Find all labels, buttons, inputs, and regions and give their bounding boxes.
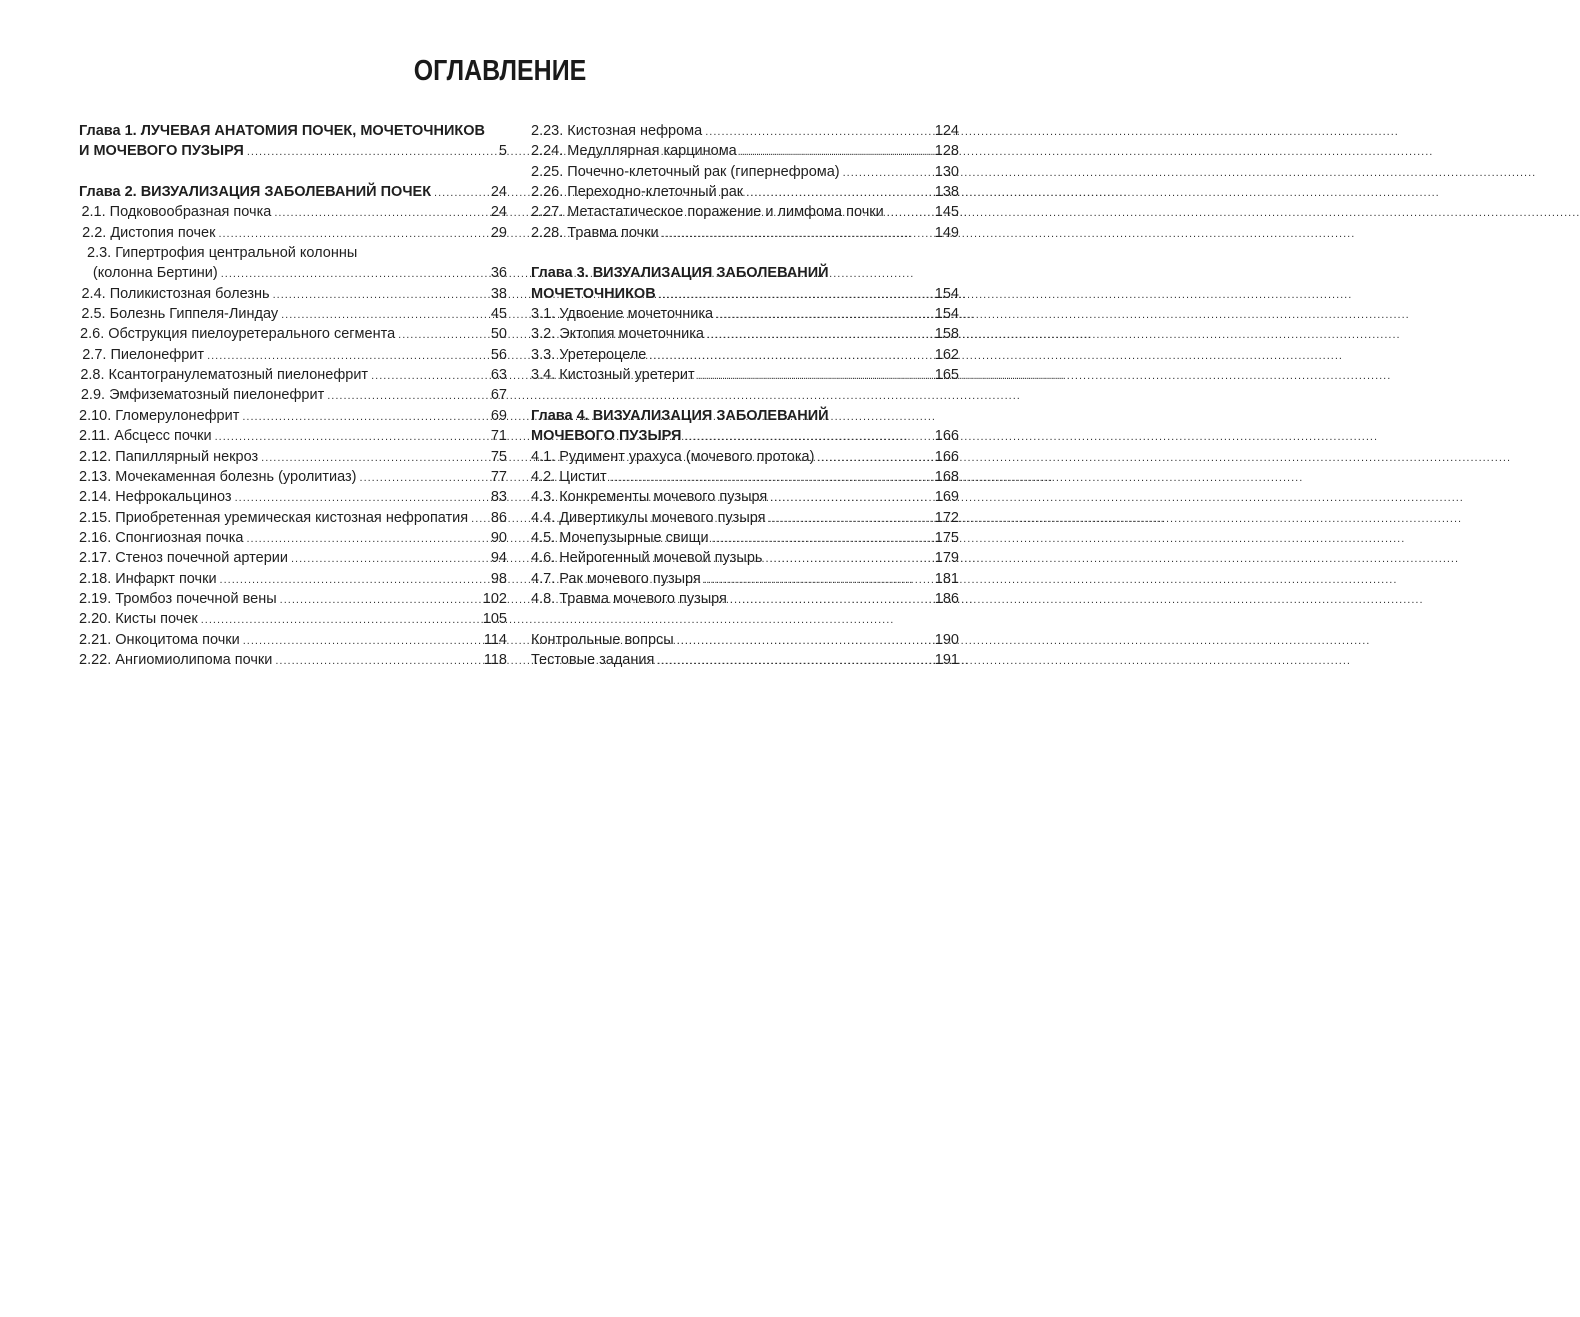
toc-entry-label: (колонна Бертини) bbox=[92, 265, 218, 282]
toc-entry-2-22[interactable] bbox=[79, 650, 507, 670]
toc-entry-2-8[interactable] bbox=[79, 365, 507, 385]
toc-entry-label: 2.13. Мочекаменная болезнь (уролитиаз) bbox=[79, 468, 357, 485]
dot-leader bbox=[261, 447, 488, 468]
dot-leader bbox=[659, 284, 932, 305]
toc-entry-2-14[interactable] bbox=[79, 487, 507, 507]
page-title: ОГЛАВЛЕНИЕ bbox=[413, 55, 587, 87]
dot-leader bbox=[769, 508, 932, 529]
dot-leader bbox=[704, 569, 932, 590]
dot-leader bbox=[398, 324, 488, 345]
toc-page-number: 190 bbox=[934, 631, 959, 648]
toc-entry-2-16[interactable] bbox=[79, 528, 507, 548]
toc-entry-label: 3.4. Кистозный уретерит bbox=[531, 367, 695, 384]
toc-entry-label: 2.21. Онкоцитома почки bbox=[79, 631, 240, 648]
toc-page-number: 36 bbox=[490, 265, 507, 282]
toc-page-number: 181 bbox=[934, 570, 959, 587]
toc-entry-4-7[interactable] bbox=[531, 569, 959, 589]
toc-entry-control-questions[interactable] bbox=[531, 630, 959, 650]
dot-leader bbox=[434, 182, 488, 203]
toc-entry-label: 2.18. Инфаркт почки bbox=[79, 570, 217, 587]
toc-page-number: 128 bbox=[934, 143, 959, 160]
dot-leader bbox=[740, 141, 932, 162]
toc-entry-label: 2.19. Тромбоз почечной вены bbox=[79, 590, 277, 607]
dot-leader bbox=[677, 630, 932, 651]
toc-entry-label: 4.7. Рак мочевого пузыря bbox=[531, 570, 701, 587]
toc-entry-2-12[interactable] bbox=[79, 447, 507, 467]
toc-entry-label: 3.3. Уретероцеле bbox=[531, 346, 647, 363]
dot-leader bbox=[649, 345, 931, 366]
toc-entry-label: Тестовые задания bbox=[531, 651, 655, 668]
toc-page-number: 38 bbox=[490, 285, 507, 302]
toc-chapter-4[interactable] bbox=[531, 426, 959, 446]
dot-leader bbox=[698, 365, 932, 386]
toc-entry-label: 2.12. Папиллярный некроз bbox=[79, 448, 259, 465]
toc-entry-2-26[interactable] bbox=[531, 182, 959, 202]
toc-page-number: 83 bbox=[490, 489, 507, 506]
toc-page-number: 24 bbox=[490, 204, 507, 221]
toc-chapter-2[interactable] bbox=[79, 182, 507, 202]
toc-page-number: 63 bbox=[490, 367, 507, 384]
toc-chapter-1-line1[interactable] bbox=[79, 121, 507, 141]
toc-entry-4-2[interactable] bbox=[531, 467, 959, 487]
dot-leader bbox=[360, 467, 488, 488]
toc-page-number: 90 bbox=[490, 529, 507, 546]
toc-entry-label: 2.7. Пиелонефрит bbox=[82, 346, 205, 363]
toc-page-number: 29 bbox=[490, 224, 507, 241]
toc-page-number: 118 bbox=[483, 651, 507, 668]
toc-entry-label: 2.11. Абсцесс почки bbox=[79, 428, 212, 445]
toc-entry-label: 2.8. Ксантогранулематозный пиелонефрит bbox=[80, 367, 369, 384]
toc-entry-label: 2.28. Травма почки bbox=[531, 224, 659, 241]
dot-leader bbox=[371, 365, 488, 386]
toc-entry-label: 2.6. Обструкция пиелоуретерального сегмента bbox=[80, 326, 396, 343]
toc-entry-label: 2.16. Спонгиозная почка bbox=[79, 529, 244, 546]
toc-page-number: 5 bbox=[498, 143, 507, 160]
toc-entry-2-23[interactable] bbox=[531, 121, 959, 141]
dot-leader bbox=[273, 284, 488, 305]
toc-entry-2-24[interactable] bbox=[531, 141, 959, 161]
toc-right-column bbox=[531, 121, 959, 670]
dot-leader bbox=[243, 630, 481, 651]
toc-entry-3-3[interactable] bbox=[531, 345, 959, 365]
toc-page-number: 102 bbox=[482, 590, 507, 607]
dot-leader bbox=[246, 528, 487, 549]
toc-page-number: 172 bbox=[934, 509, 959, 526]
toc-page-number: 175 bbox=[934, 529, 959, 546]
toc-page-number: 154 bbox=[934, 306, 959, 323]
dot-leader bbox=[817, 447, 931, 468]
toc-entry-2-21[interactable] bbox=[79, 630, 507, 650]
toc-page-number: 75 bbox=[490, 448, 507, 465]
dot-leader bbox=[274, 202, 488, 223]
toc-chapter-3[interactable] bbox=[531, 284, 959, 304]
dot-leader bbox=[657, 650, 931, 671]
toc-chapter-3-line1[interactable] bbox=[531, 263, 959, 283]
toc-entry-label: 2.9. Эмфизематозный пиелонефрит bbox=[80, 387, 325, 404]
toc-entry-3-4[interactable] bbox=[531, 365, 959, 385]
toc-entry-label: Глава 2. ВИЗУАЛИЗАЦИЯ ЗАБОЛЕВАНИЙ ПОЧЕК bbox=[79, 184, 432, 201]
toc-page-number: 158 bbox=[934, 326, 959, 343]
toc-entry-label: 2.15. Приобретенная уремическая кистозная нефропатия bbox=[79, 509, 469, 526]
dot-leader bbox=[247, 141, 496, 162]
toc-entry-label: Глава 1. ЛУЧЕВАЯ АНАТОМИЯ ПОЧЕК, МОЧЕТОЧНИКОВ bbox=[79, 123, 485, 139]
toc-entry-label: 2.26. Переходно-клеточный рак bbox=[531, 184, 744, 201]
dot-leader bbox=[843, 162, 932, 183]
toc-entry-label: МОЧЕТОЧНИКОВ bbox=[531, 285, 656, 302]
toc-page-number: 86 bbox=[490, 509, 507, 526]
dot-leader bbox=[218, 223, 487, 244]
toc-entry-label: 3.2. Эктопия мочеточника bbox=[531, 326, 704, 343]
toc-entry-2-20[interactable] bbox=[79, 609, 507, 629]
toc-page-number: 94 bbox=[490, 550, 507, 567]
toc-entry-4-4[interactable] bbox=[531, 508, 959, 528]
dot-leader bbox=[887, 202, 932, 223]
dot-leader bbox=[684, 426, 931, 447]
toc-entry-label: 4.8. Травма мочевого пузыря bbox=[531, 590, 727, 607]
toc-entry-label: Глава 3. ВИЗУАЛИЗАЦИЯ ЗАБОЛЕВАНИЙ bbox=[531, 265, 829, 282]
toc-entry-label: 2.22. Ангиомиолипома почки bbox=[79, 651, 273, 668]
dot-leader bbox=[201, 609, 480, 630]
toc-page-number: 138 bbox=[934, 184, 959, 201]
toc-page-number: 124 bbox=[934, 123, 959, 139]
toc-page-number: 45 bbox=[490, 306, 507, 323]
toc-chapter-1[interactable] bbox=[79, 141, 507, 161]
toc-chapter-4-line1[interactable] bbox=[531, 406, 959, 426]
toc-entry-2-15[interactable] bbox=[79, 508, 507, 528]
toc-page-number: 166 bbox=[934, 428, 959, 445]
toc-page-number: 186 bbox=[934, 590, 959, 607]
dot-leader bbox=[765, 548, 931, 569]
toc-left-column bbox=[79, 121, 507, 670]
toc-page-number: 162 bbox=[934, 346, 959, 363]
toc-entry-2-5[interactable] bbox=[79, 304, 507, 324]
toc-entry-label: 2.17. Стеноз почечной артерии bbox=[79, 550, 288, 567]
toc-page-number: 67 bbox=[490, 387, 507, 404]
dot-leader bbox=[730, 589, 932, 610]
toc-entry-label: 2.24. Медуллярная карцинома bbox=[531, 143, 737, 160]
dot-leader bbox=[242, 406, 487, 427]
toc-entry-2-10[interactable] bbox=[79, 406, 507, 426]
toc-entry-4-3[interactable] bbox=[531, 487, 959, 507]
toc-page-number: 77 bbox=[490, 468, 507, 485]
toc-entry-3-1[interactable] bbox=[531, 304, 959, 324]
dot-leader bbox=[281, 304, 488, 325]
toc-entry-2-17[interactable] bbox=[79, 548, 507, 568]
toc-entry-4-1[interactable] bbox=[531, 447, 959, 467]
toc-entry-label: 4.3. Конкременты мочевого пузыря bbox=[531, 489, 768, 506]
toc-page-number: 98 bbox=[490, 570, 507, 587]
toc-entry-2-27[interactable] bbox=[531, 202, 959, 222]
dot-leader bbox=[235, 487, 488, 508]
toc-entry-2-25[interactable] bbox=[531, 162, 959, 182]
toc-page-number: 168 bbox=[934, 468, 959, 485]
toc-entry-label: 3.1. Удвоение мочеточника bbox=[531, 306, 714, 323]
toc-entry-label: Глава 4. ВИЗУАЛИЗАЦИЯ ЗАБОЛЕВАНИЙ bbox=[531, 407, 829, 424]
dot-leader bbox=[280, 589, 480, 610]
toc-entry-label: 4.5. Мочепузырные свищи bbox=[531, 529, 709, 546]
toc-page-number: 130 bbox=[934, 163, 959, 180]
toc-entry-label: И МОЧЕВОГО ПУЗЫРЯ bbox=[79, 143, 244, 160]
toc-page-number: 154 bbox=[934, 285, 959, 302]
dot-leader bbox=[327, 385, 488, 406]
toc-entry-label: 2.4. Поликистозная болезнь bbox=[81, 285, 270, 302]
toc-entry-label: 2.3. Гипертрофия центральной колонны bbox=[87, 245, 358, 262]
toc-entry-2-11[interactable] bbox=[79, 426, 507, 446]
dot-leader bbox=[770, 487, 932, 508]
toc-entry-label: 2.23. Кистозная нефрома bbox=[531, 123, 703, 139]
dot-leader bbox=[712, 528, 932, 549]
toc-entry-4-6[interactable] bbox=[531, 548, 959, 568]
toc-entry-label: 2.27. Метастатическое поражение и лимфома почки bbox=[531, 204, 884, 221]
dot-leader bbox=[471, 508, 488, 529]
toc-entry-label: 2.5. Болезнь Гиппеля-Линдау bbox=[81, 306, 279, 323]
toc-entry-2-19[interactable] bbox=[79, 589, 507, 609]
toc-entry-label: 2.2. Дистопия почек bbox=[82, 224, 216, 241]
toc-page-number: 149 bbox=[934, 224, 959, 241]
toc-entry-label: 4.6. Нейрогенный мочевой пузырь bbox=[531, 550, 763, 567]
toc-entry-label: 4.1. Рудимент урахуса (мочевого протока) bbox=[531, 448, 815, 465]
dot-leader bbox=[705, 121, 932, 142]
toc-page-number: 50 bbox=[490, 326, 507, 343]
toc-page-number: 69 bbox=[490, 407, 507, 424]
toc-entry-label: 2.14. Нефрокальциноз bbox=[79, 489, 232, 506]
toc-entry-2-3-line1[interactable] bbox=[79, 243, 507, 263]
dot-leader bbox=[291, 548, 488, 569]
toc-page-number: 191 bbox=[934, 651, 959, 668]
dot-leader bbox=[221, 263, 488, 284]
toc-entry-label: 2.1. Подковообразная почка bbox=[81, 204, 272, 221]
toc-page-number: 179 bbox=[934, 550, 959, 567]
dot-leader bbox=[610, 467, 932, 488]
toc-entry-label: 4.2. Цистит bbox=[531, 468, 607, 485]
toc-page-number: 105 bbox=[482, 611, 507, 628]
toc-entry-label: 2.20. Кисты почек bbox=[79, 611, 198, 628]
dot-leader bbox=[746, 182, 932, 203]
toc-entry-label: 4.4. Дивертикулы мочевого пузыря bbox=[531, 509, 766, 526]
toc-entry-2-7[interactable] bbox=[79, 345, 507, 365]
toc-page-number: 169 bbox=[934, 489, 959, 506]
toc-entry-label: Контрольные вопрсы bbox=[531, 631, 674, 648]
dot-leader bbox=[215, 426, 488, 447]
toc-page-number: 56 bbox=[490, 346, 507, 363]
toc-entry-2-28[interactable] bbox=[531, 223, 959, 243]
toc-page-number: 24 bbox=[490, 184, 507, 201]
toc-entry-label: 2.10. Гломерулонефрит bbox=[79, 407, 240, 424]
toc-page-number: 145 bbox=[934, 204, 959, 221]
toc-entry-2-13[interactable] bbox=[79, 467, 507, 487]
toc-entry-2-2[interactable] bbox=[79, 223, 507, 243]
toc-page-number: 71 bbox=[490, 428, 507, 445]
toc-entry-4-5[interactable] bbox=[531, 528, 959, 548]
dot-leader bbox=[207, 345, 488, 366]
toc-entry-3-2[interactable] bbox=[531, 324, 959, 344]
toc-entry-label: МОЧЕВОГО ПУЗЫРЯ bbox=[531, 428, 682, 445]
toc-entry-2-18[interactable] bbox=[79, 569, 507, 589]
toc-page-number: 114 bbox=[483, 631, 507, 648]
toc-entry-2-9[interactable] bbox=[79, 385, 507, 405]
toc-page-number: 165 bbox=[934, 367, 959, 384]
dot-leader bbox=[662, 223, 932, 244]
toc-entry-4-8[interactable] bbox=[531, 589, 959, 609]
dot-leader bbox=[275, 650, 481, 671]
toc-page-number: 166 bbox=[934, 448, 959, 465]
toc-entry-2-1[interactable] bbox=[79, 202, 507, 222]
toc-entry-2-6[interactable] bbox=[79, 324, 507, 344]
toc-entry-label: 2.25. Почечно-клеточный рак (гипернефрома) bbox=[531, 163, 840, 180]
dot-leader bbox=[220, 569, 488, 590]
dot-leader bbox=[707, 324, 932, 345]
toc-entry-2-3[interactable] bbox=[79, 263, 507, 283]
dot-leader bbox=[716, 304, 932, 325]
toc-entry-test-tasks[interactable] bbox=[531, 650, 959, 670]
toc-entry-2-4[interactable] bbox=[79, 284, 507, 304]
